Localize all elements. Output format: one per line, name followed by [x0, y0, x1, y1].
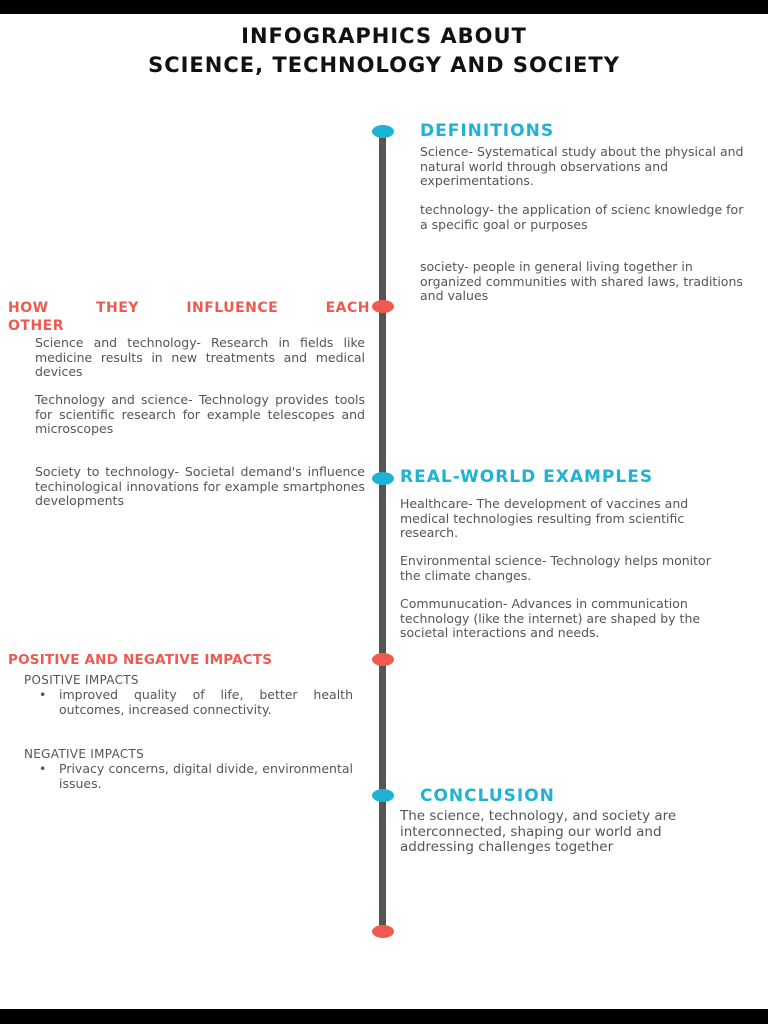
impacts-heading: POSITIVE AND NEGATIVE IMPACTS	[8, 652, 273, 668]
positive-impacts-list	[35, 688, 353, 717]
examples-heading: REAL-WORLD EXAMPLES	[400, 467, 654, 487]
conclusion-heading: CONCLUSION	[420, 786, 555, 806]
influence-heading-line1: HOW THEY INFLUENCE EACH	[8, 300, 370, 316]
conclusion-text: The science, technology, and society are interconnected, shaping our world and addressing challenges together	[400, 808, 677, 855]
influence-science-technology: Science and technology- Research in fields like medicine results in new treatments and medical devices	[35, 335, 365, 379]
timeline-dot-conclusion	[372, 789, 394, 802]
definitions-heading: DEFINITIONS	[420, 121, 555, 141]
page-title-line1: INFOGRAPHICS ABOUT	[241, 24, 527, 48]
example-environment: Environmental science- Technology helps monitor the climate changes.	[400, 553, 711, 583]
negative-impacts-label: NEGATIVE IMPACTS	[24, 747, 145, 761]
timeline-dot-definitions	[372, 125, 394, 138]
timeline-line	[379, 131, 386, 933]
definition-science: Science- Systematical study about the physical and natural world through observations and experimentations.	[420, 144, 744, 188]
example-healthcare: Healthcare- The development of vaccines and medical technologies resulting from scientific research.	[400, 496, 689, 540]
timeline-dot-end	[372, 925, 394, 938]
timeline-dot-impacts	[372, 653, 394, 666]
positive-impact-item: • improved quality of life, better health outcomes, increased connectivity.	[35, 688, 353, 717]
negative-impact-item: • Privacy concerns, digital divide, environmental issues.	[35, 762, 353, 791]
bottom-border-bar	[0, 1009, 768, 1024]
example-communication: Communucation- Advances in communication technology (like the internet) are shaped by the societal interactions and needs.	[400, 596, 701, 640]
negative-impacts-list	[35, 762, 353, 791]
influence-technology-science: Technology and science- Technology provides tools for scientific research for example telescopes and microscopes	[35, 392, 365, 436]
positive-impacts-label: POSITIVE IMPACTS	[24, 673, 139, 687]
influence-society-technology: Society to technology- Societal demand's influence techinological innovations for example smartphones developments	[35, 464, 365, 508]
top-border-bar	[0, 0, 768, 14]
definition-society: society- people in general living together in organized communities with shared laws, traditions and values	[420, 259, 743, 303]
influence-heading-line2: OTHER	[8, 318, 65, 334]
timeline-dot-examples	[372, 472, 394, 485]
page-title-line2: SCIENCE, TECHNOLOGY AND SOCIETY	[148, 53, 620, 77]
timeline-dot-influence	[372, 300, 394, 313]
definition-technology: technology- the application of scienc knowledge for a specific goal or purposes	[420, 202, 744, 232]
